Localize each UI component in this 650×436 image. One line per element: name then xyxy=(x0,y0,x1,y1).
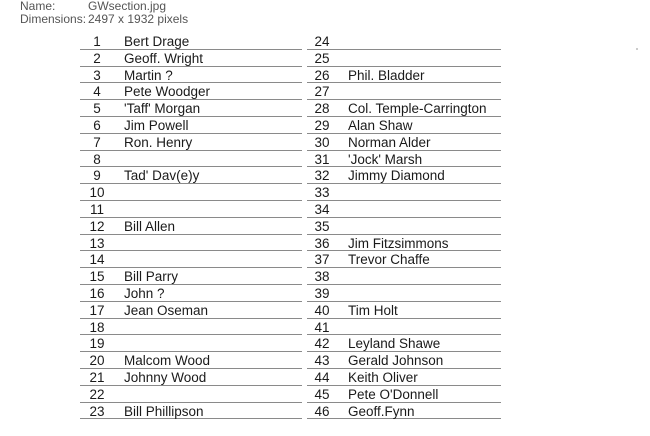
roster-name: Jimmy Diamond xyxy=(348,168,445,184)
file-dimensions-row xyxy=(20,13,188,26)
roster-row xyxy=(307,403,501,420)
roster-number: 11 xyxy=(89,201,104,217)
roster-row xyxy=(307,285,501,302)
roster-name: Pete Woodger xyxy=(124,84,211,100)
roster-row xyxy=(307,369,501,386)
roster-row xyxy=(80,403,302,420)
roster-row xyxy=(307,117,501,134)
roster-number: 41 xyxy=(314,319,330,335)
roster-number: 2 xyxy=(93,50,101,66)
roster-list-right xyxy=(307,33,501,419)
roster-row xyxy=(307,235,501,252)
roster-row xyxy=(307,100,501,117)
roster-row xyxy=(307,268,501,285)
roster-row xyxy=(307,67,501,84)
roster-number: 38 xyxy=(314,269,330,285)
roster-number: 37 xyxy=(314,252,330,268)
roster-row xyxy=(80,251,302,268)
roster-name: Col. Temple-Carrington xyxy=(348,101,487,117)
roster-number: 16 xyxy=(89,285,105,301)
roster-name: Gerald Johnson xyxy=(348,353,444,369)
roster-number: 32 xyxy=(314,168,330,184)
roster-name: Tim Holt xyxy=(348,302,398,318)
roster-number: 12 xyxy=(89,218,105,234)
roster-row xyxy=(80,302,302,319)
roster-row xyxy=(307,386,501,403)
roster-number: 44 xyxy=(314,369,330,385)
roster-name: Phil. Bladder xyxy=(348,67,425,83)
roster-name: Geoff. Wright xyxy=(124,50,204,66)
roster-number: 9 xyxy=(93,168,101,184)
roster-row xyxy=(307,251,501,268)
roster-row xyxy=(80,386,302,403)
roster-row xyxy=(307,302,501,319)
roster-number: 34 xyxy=(314,201,330,217)
roster-name: Keith Oliver xyxy=(348,369,418,385)
roster-name: Bert Drage xyxy=(124,34,190,49)
roster-row xyxy=(307,184,501,201)
roster-number: 42 xyxy=(314,336,330,352)
roster-row xyxy=(80,285,302,302)
roster-name: Ron. Henry xyxy=(124,134,193,150)
roster-number: 18 xyxy=(89,319,105,335)
roster-number: 24 xyxy=(314,34,330,49)
roster-number: 14 xyxy=(89,252,105,268)
roster-row xyxy=(307,352,501,369)
roster-row xyxy=(80,100,302,117)
roster-number: 8 xyxy=(93,151,101,167)
roster-row xyxy=(80,33,302,50)
roster-number: 21 xyxy=(89,369,105,385)
roster-name: Pete O'Donnell xyxy=(348,386,439,402)
roster-row xyxy=(80,201,302,218)
roster-number: 5 xyxy=(93,101,101,117)
roster-row xyxy=(80,167,302,184)
roster-row xyxy=(80,83,302,100)
roster-number: 19 xyxy=(89,336,105,352)
roster-name: Trevor Chaffe xyxy=(348,252,430,268)
roster-number: 10 xyxy=(89,185,105,201)
file-dimensions-value: 2497 x 1932 pixels xyxy=(88,12,189,26)
roster-row xyxy=(80,319,302,336)
roster-number: 45 xyxy=(314,386,330,402)
roster-number: 46 xyxy=(314,403,330,419)
roster-row xyxy=(80,117,302,134)
roster-name: Leyland Shawe xyxy=(348,336,441,352)
roster-number: 22 xyxy=(89,386,105,402)
roster-row xyxy=(80,134,302,151)
roster-number: 15 xyxy=(89,269,105,285)
file-dimensions-label: Dimensions: xyxy=(20,12,87,26)
roster-number: 17 xyxy=(89,302,105,318)
roster-number: 13 xyxy=(89,235,105,251)
roster-name: Norman Alder xyxy=(348,134,431,150)
roster-row xyxy=(80,218,302,235)
roster-name: Tad' Dav(e)y xyxy=(124,168,200,184)
roster-name: Bill Allen xyxy=(124,218,176,234)
roster-row xyxy=(80,235,302,252)
roster-name: Jim Powell xyxy=(124,117,189,133)
roster-row xyxy=(80,184,302,201)
roster-name: Jean Oseman xyxy=(124,302,209,318)
roster-name: 'Taff' Morgan xyxy=(124,101,201,117)
roster-number: 33 xyxy=(314,185,330,201)
roster-name: Bill Phillipson xyxy=(124,403,204,419)
roster-name: Malcom Wood xyxy=(124,353,211,369)
roster-row xyxy=(80,151,302,168)
roster-row xyxy=(307,134,501,151)
roster-list-left xyxy=(80,33,302,419)
roster-row xyxy=(307,201,501,218)
roster-number: 26 xyxy=(314,67,330,83)
roster-number: 29 xyxy=(314,117,330,133)
roster-name: Johnny Wood xyxy=(124,369,207,385)
scan-speck xyxy=(636,48,638,50)
roster-number: 30 xyxy=(314,134,330,150)
roster-row xyxy=(307,83,501,100)
roster-number: 35 xyxy=(314,218,330,234)
roster-row xyxy=(80,369,302,386)
roster-number: 43 xyxy=(314,353,330,369)
roster-number: 4 xyxy=(93,84,101,100)
roster-row xyxy=(307,218,501,235)
roster-number: 3 xyxy=(93,67,101,83)
roster-row xyxy=(307,50,501,67)
roster-number: 40 xyxy=(314,302,330,318)
roster-number: 25 xyxy=(314,50,330,66)
roster-name: John ? xyxy=(124,285,165,301)
roster-number: 1 xyxy=(93,34,101,49)
roster-row xyxy=(307,335,501,352)
roster-name: 'Jock' Marsh xyxy=(348,151,423,167)
roster-name: Geoff.Fynn xyxy=(348,403,415,419)
roster-row xyxy=(80,268,302,285)
roster-number: 7 xyxy=(93,134,101,150)
roster-row xyxy=(307,33,501,50)
roster-name: Jim Fitzsimmons xyxy=(348,235,449,251)
roster-number: 28 xyxy=(314,101,330,117)
file-info-header xyxy=(20,0,188,26)
roster-name: Martin ? xyxy=(124,67,173,83)
roster-name: Bill Parry xyxy=(124,269,179,285)
roster-number: 6 xyxy=(93,117,101,133)
roster-row xyxy=(80,50,302,67)
roster-number: 23 xyxy=(89,403,105,419)
roster-number: 20 xyxy=(89,353,105,369)
roster-row xyxy=(80,67,302,84)
roster-row xyxy=(307,167,501,184)
roster-number: 31 xyxy=(314,151,330,167)
roster-row xyxy=(307,319,501,336)
roster-number: 39 xyxy=(314,285,330,301)
roster-number: 36 xyxy=(314,235,330,251)
roster-row xyxy=(80,352,302,369)
roster-row xyxy=(307,151,501,168)
file-name-label: Name: xyxy=(20,0,56,13)
roster-row xyxy=(80,335,302,352)
file-name-value: GWsection.jpg xyxy=(88,0,167,13)
roster-number: 27 xyxy=(314,84,330,100)
roster-name: Alan Shaw xyxy=(348,117,413,133)
